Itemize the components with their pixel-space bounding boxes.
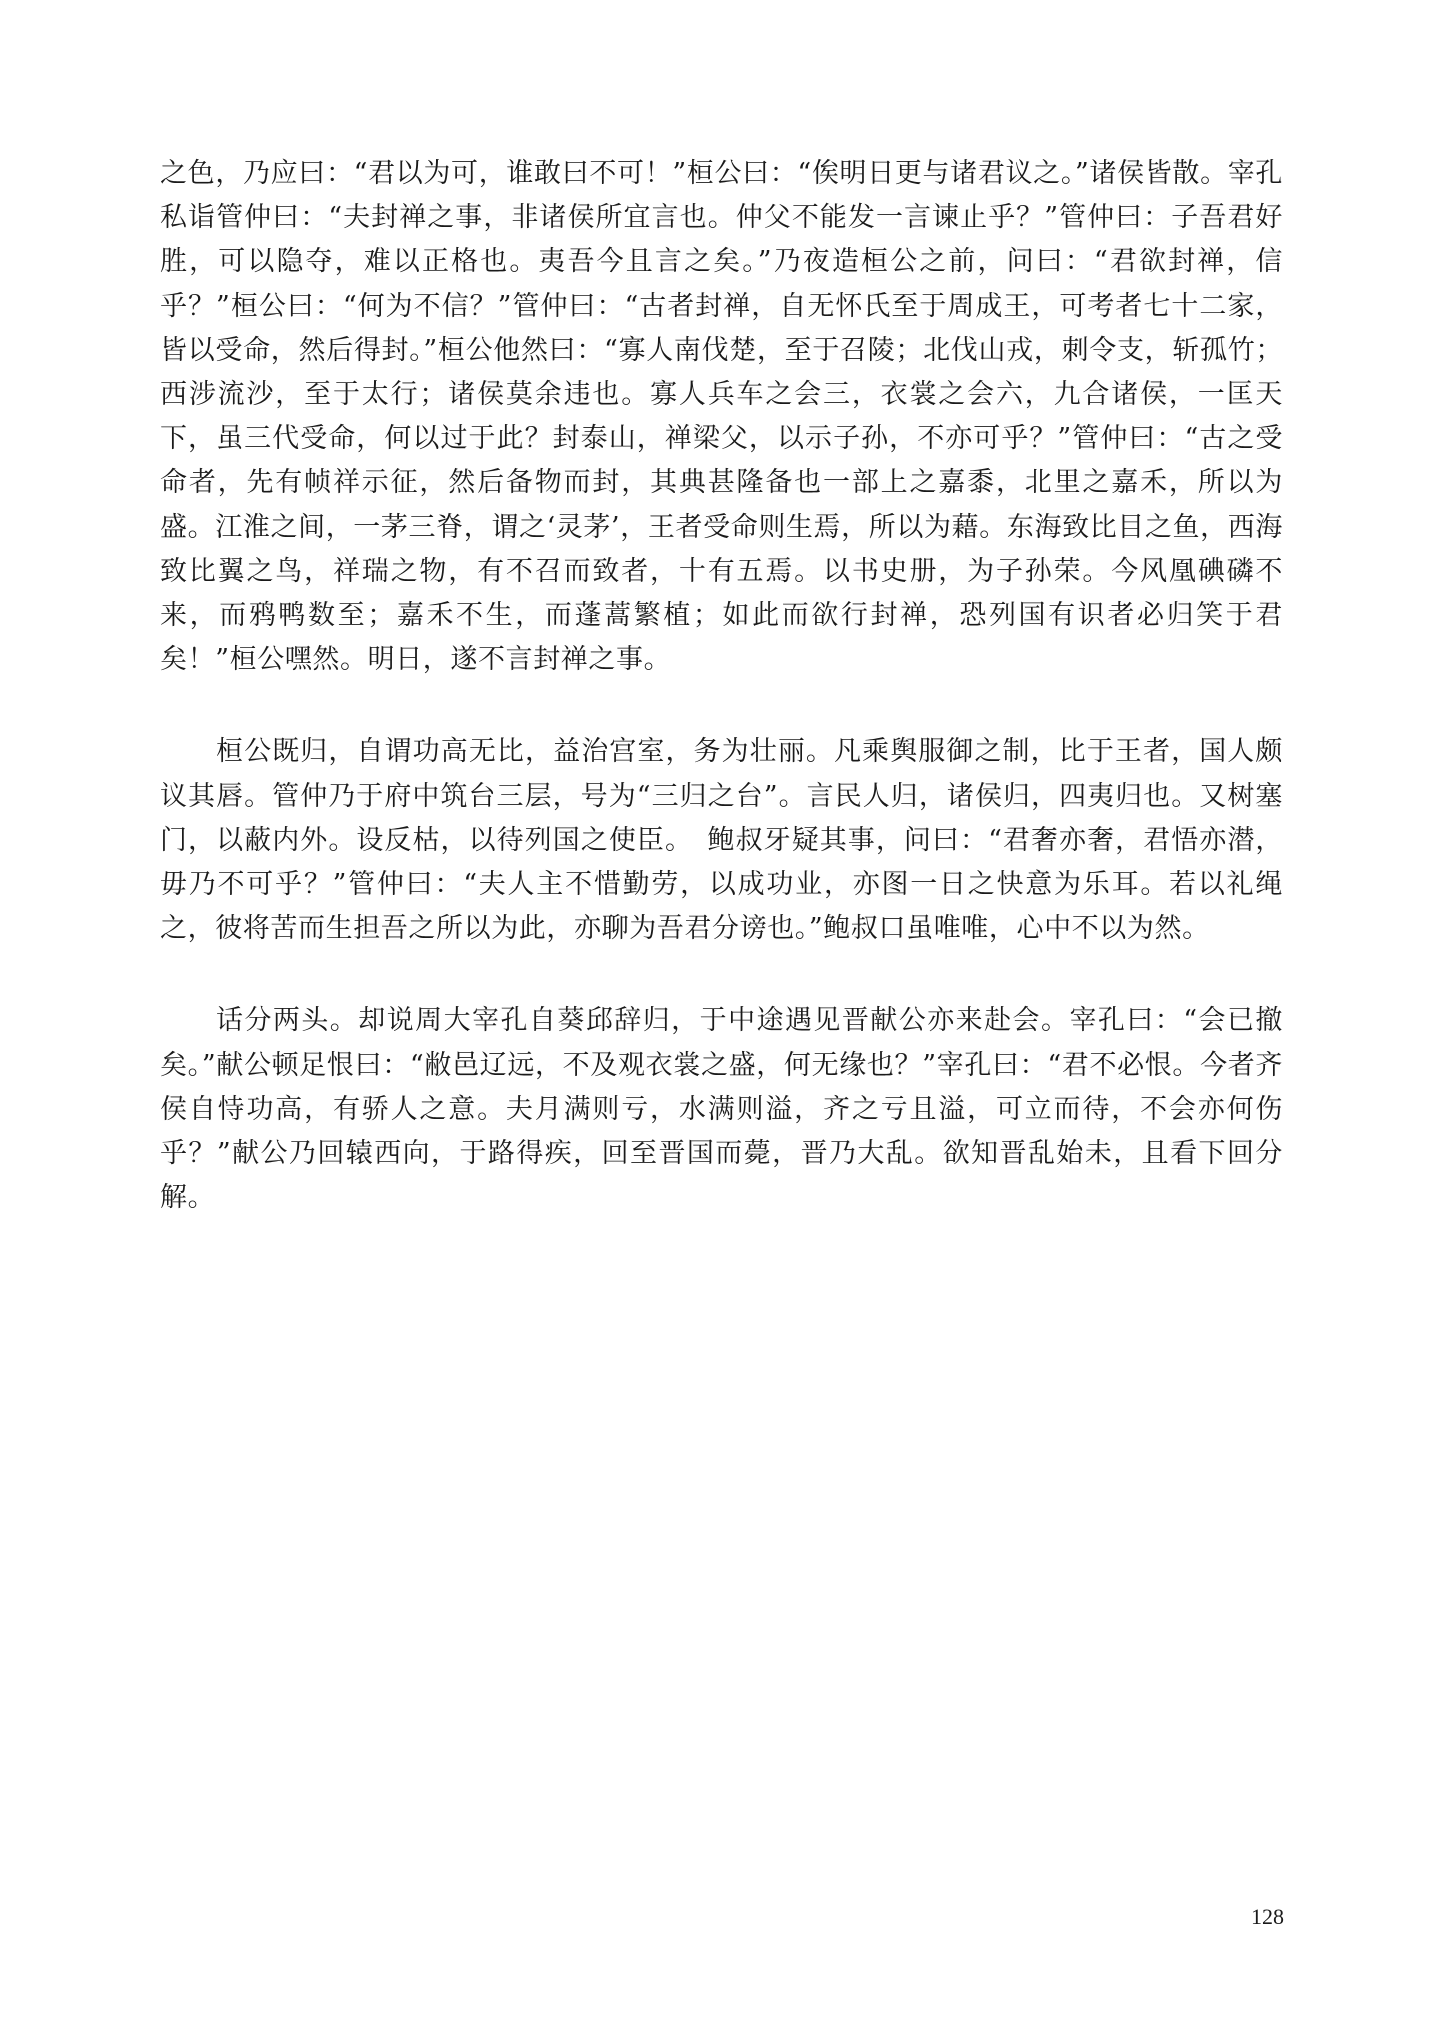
page-number: 128 [1251,1904,1284,1929]
document-page [160,152,1283,1220]
paragraph-2: 桓公既归，自谓功高无比，益治宫室，务为壮丽。凡乘舆服御之制，比于王者，国人颇议其唇。管仲乃于府中筑台三层，号为“三归之台”。言民人归，诸侯归，四夷归也。又树塞门，以蔽内外。设反枯，以待列国之使臣。 鲍叔牙疑其事，问曰：“君奢亦奢，君悟亦潜，毋乃不可乎？”管仲曰：“夫人主不惜勤劳，以成功业，亦图一日之快意为乐耳。若以礼绳之，彼将苦而生担吾之所以为此，亦聊为吾君分谤也。”鲍叔口虽唯唯，心中不以为然。 [160,736,1283,945]
paragraph-1: 之色，乃应曰：“君以为可，谁敢曰不可！”桓公曰：“俟明日更与诸君议之。”诸侯皆散。宰孔私诣管仲曰：“夫封禅之事，非诸侯所宜言也。仲父不能发一言谏止乎？”管仲曰：子吾君好胜，可以隐夺，难以正格也。夷吾今且言之矣。”乃夜造桓公之前，问曰：“君欲封禅，信乎？”桓公曰：“何为不信？”管仲曰：“古者封禅，自无怀氏至于周成王，可考者七十二家，皆以受命，然后得封。”桓公他然曰：“寡人南伐楚，至于召陵；北伐山戎，刺令支，斩孤竹；西涉流沙，至于太行；诸侯莫余违也。寡人兵车之会三，衣裳之会六，九合诸侯，一匡天下，虽三代受命，何以过于此？封泰山，禅梁父，以示子孙，不亦可乎？”管仲曰：“古之受命者，先有帧祥示征，然后备物而封，其典甚隆备也一部上之嘉黍，北里之嘉禾，所以为盛。江淮之间，一茅三脊，谓之‘灵茅’，王者受命则生焉，所以为藉。东海致比目之鱼，西海致比翼之鸟，祥瑞之物，有不召而致者，十有五焉。以书史册，为子孙荣。今风凰碘磷不来，而鸦鸭数至；嘉禾不生，而蓬蒿繁植；如此而欲行封禅，恐列国有识者必归笑于君矣！”桓公嘿然。明日，遂不言封禅之事。 [160,158,1283,676]
paragraph-3: 话分两头。却说周大宰孔自葵邱辞归，于中途遇见晋献公亦来赴会。宰孔曰：“会已撤矣。”献公顿足恨曰：“敝邑辽远，不及观衣裳之盛，何无缘也？”宰孔曰：“君不必恨。今者齐侯自恃功高，有骄人之意。夫月满则亏，水满则溢，齐之亏且溢，可立而待，不会亦何伤乎？”献公乃回辕西向，于路得疾，回至晋国而薨，晋乃大乱。欲知晋乱始未，且看下回分解。 [160,1005,1283,1214]
